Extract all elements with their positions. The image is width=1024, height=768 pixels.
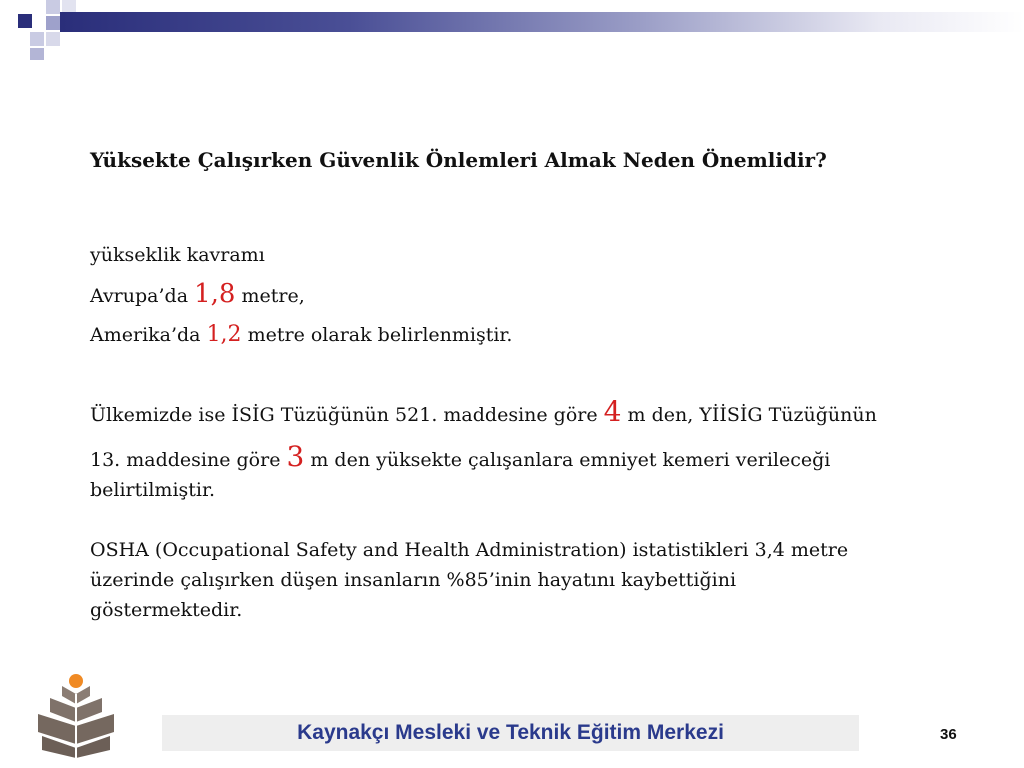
turkey-line-2 (90, 440, 831, 473)
turkey-line2-suffix: m den yüksekte çalışanlara emniyet kemeri verileceği (304, 449, 831, 471)
header-decoration (0, 0, 1024, 34)
turkey-line2-value: 3 (286, 440, 305, 473)
europe-line (90, 281, 305, 307)
page-number: 36 (940, 726, 957, 743)
turkey-line1-prefix: Ülkemizde ise İSİG Tüzüğünün 521. maddesine göre (90, 404, 604, 426)
header-square-light (46, 32, 60, 46)
europe-suffix: metre, (235, 285, 305, 307)
osha-line-1: OSHA (Occupational Safety and Health Administration) istatistikleri 3,4 metre (90, 539, 849, 561)
footer-bar (162, 715, 859, 751)
header-square-light (30, 32, 44, 46)
slide-title: Yüksekte Çalışırken Güvenlik Önlemleri Almak Neden Önemlidir? (90, 148, 827, 172)
header-square-navy (18, 14, 32, 28)
footer-institution-name: Kaynakçı Mesleki ve Teknik Eğitim Merkezi (297, 721, 724, 744)
europe-prefix: Avrupa’da (90, 285, 195, 307)
osha-line-2: üzerinde çalışırken düşen insanların %85’inin hayatını kaybettiğini (90, 569, 737, 591)
turkey-line2-prefix: 13. maddesine göre (90, 449, 287, 471)
turkey-line-3: belirtilmiştir. (90, 479, 216, 501)
header-gradient-band (60, 12, 1024, 32)
america-suffix: metre olarak belirlenmiştir. (241, 324, 513, 346)
turkey-line1-value: 4 (603, 395, 622, 428)
open-book-logo-icon (28, 672, 124, 758)
turkey-line1-suffix: m den, YİİSİG Tüzüğünün (621, 404, 877, 426)
osha-line-3: göstermektedir. (90, 599, 243, 621)
header-square-light (46, 0, 60, 14)
america-line (90, 324, 512, 346)
turkey-line-1 (90, 395, 877, 428)
header-square-mid (46, 16, 60, 30)
height-concept-line: yükseklik kavramı (90, 244, 265, 266)
america-prefix: Amerika’da (90, 324, 207, 346)
europe-value: 1,8 (194, 279, 236, 309)
america-value: 1,2 (206, 322, 242, 347)
header-square-mid (30, 48, 44, 60)
